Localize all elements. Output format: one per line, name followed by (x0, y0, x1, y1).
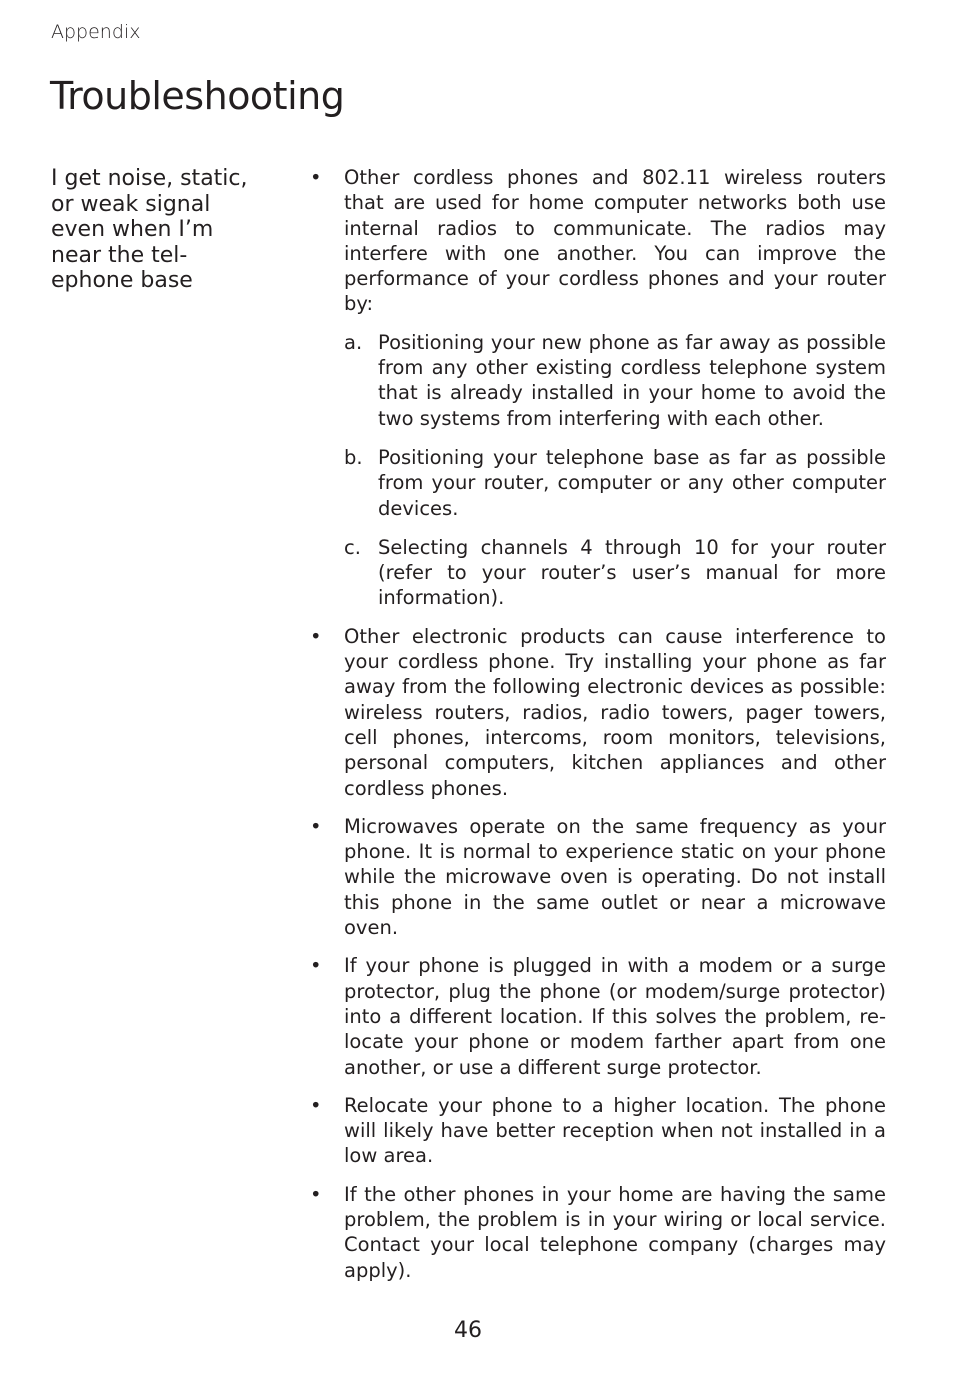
solution-item (310, 624, 886, 801)
solution-item (310, 165, 886, 611)
bullet-icon: • (310, 166, 322, 189)
sub-item-text: Positioning your telephone base as far as possible from your router, computer or any other computer devices. (378, 445, 886, 520)
bullet-icon: • (310, 1182, 322, 1206)
sub-item-marker: c. (344, 535, 361, 559)
solution-text: If your phone is plugged in with a modem or a surge protector, plug the phone (or modem/surge protector) into a different location. If this solves the problem, re-locate your phone or modem farther apart from one another, or use a different surge protector. (344, 954, 886, 1079)
solutions-list (310, 165, 886, 1296)
sub-item-text: Positioning your new phone as far away as possible from any other existing cordless telephone system that is already installed in your home to avoid the two systems from interfering with each other. (378, 330, 886, 430)
solution-text: Relocate your phone to a higher location. The phone will likely have better reception when not installed in a low area. (344, 1093, 886, 1168)
sub-item (344, 445, 886, 521)
problem-line: I get noise, static, (51, 166, 248, 191)
problem-line: ephone base (51, 268, 193, 293)
bullet-icon: • (310, 954, 322, 978)
solution-item (310, 953, 886, 1079)
bullet-icon: • (310, 624, 322, 648)
problem-heading (51, 166, 266, 294)
page-number: 46 (454, 1318, 482, 1343)
solution-item (310, 814, 886, 940)
problem-line: or weak signal (51, 191, 211, 217)
solution-text: Microwaves operate on the same frequency as your phone. It is normal to experience static on your phone while the microwave oven is operating. Do not install this phone in the same outlet or near a microwave oven. (344, 814, 886, 940)
bullet-icon: • (310, 1093, 322, 1117)
sub-item-marker: a. (344, 330, 363, 354)
sub-list (344, 330, 886, 611)
problem-line: near the tel- (51, 242, 188, 268)
solution-text: If the other phones in your home are having the same problem, the problem is in your wiring or local service. Contact your local telephone company (charges may apply). (344, 1182, 886, 1282)
solution-text: Other electronic products can cause interference to your cordless phone. Try installing your phone as far away from the following electronic devices as possible: wireless routers, radios, radio towers, pager towers, cell phones, intercoms, room monitors, televisions, personal computers, kitchen appliances and other cordless phones. (344, 624, 886, 800)
page-title: Troubleshooting (50, 74, 345, 118)
sub-item-marker: b. (344, 445, 363, 469)
bullet-icon: • (310, 814, 322, 838)
section-label: Appendix (51, 21, 141, 43)
problem-line: even when I’m (51, 217, 214, 242)
solution-item (310, 1182, 886, 1283)
solution-text: Other cordless phones and 802.11 wireless routers that are used for home computer networks both use internal radios to communicate. The radios may interfere with one another. You can improve the performance of your cordless phones and your router by: (344, 166, 886, 316)
solution-item (310, 1093, 886, 1169)
sub-item (344, 535, 886, 611)
sub-item (344, 330, 886, 431)
sub-item-text: Selecting channels 4 through 10 for your router (refer to your router’s user’s manual for more information). (378, 535, 886, 610)
